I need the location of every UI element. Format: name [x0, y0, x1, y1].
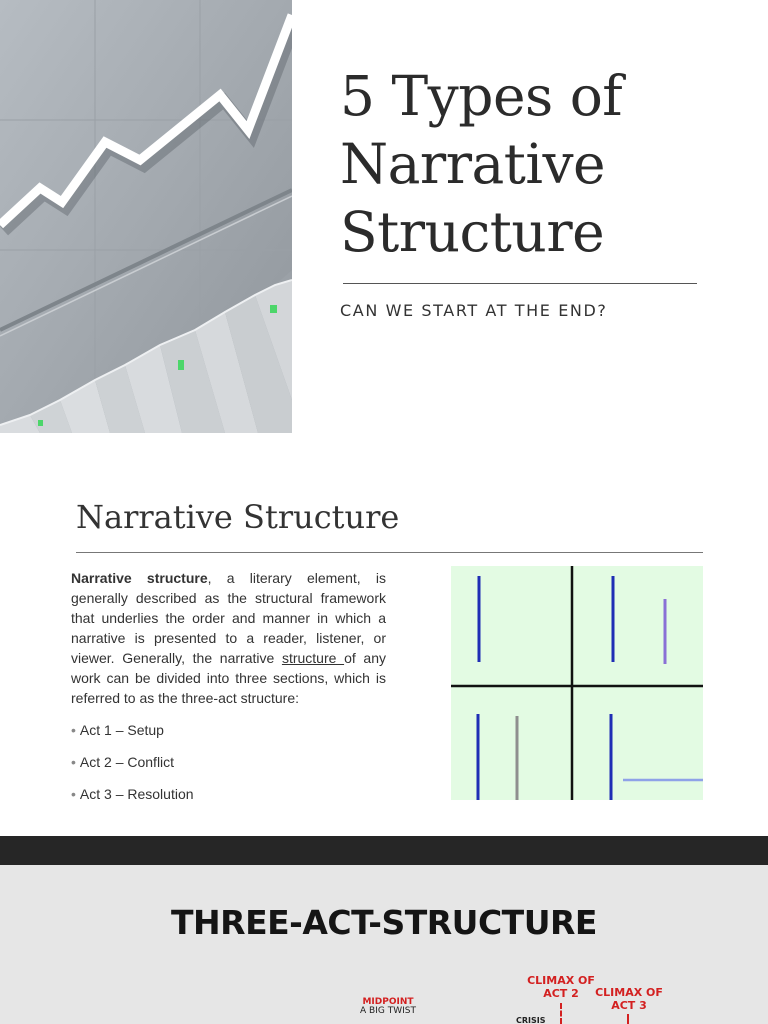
heading-divider: [76, 552, 703, 553]
list-item: [71, 752, 194, 784]
line-grid-figure: [451, 566, 703, 800]
climax-act2-line-1: CLIMAX OF: [527, 974, 595, 987]
title-slide: [0, 0, 768, 435]
bullet-icon: •: [71, 786, 76, 802]
main-title: [340, 62, 760, 266]
three-act-title: THREE-ACT-STRUCTURE: [171, 903, 597, 942]
main-title-line-2: Narrative: [340, 132, 606, 196]
midpoint-label: MIDPOINT: [362, 997, 414, 1007]
slide-separator-band: [0, 836, 768, 865]
subtitle: CAN WE START AT THE END?: [340, 301, 608, 320]
climax-act3-label: [588, 986, 670, 1012]
bullet-icon: •: [71, 754, 76, 770]
main-title-line-1: 5 Types of: [340, 64, 623, 128]
act-2-label: Act 2 – Conflict: [79, 754, 175, 770]
climax-act2-line-2: ACT 2: [543, 987, 579, 1000]
act-1-label: Act 1 – Setup: [79, 722, 164, 738]
crisis-label: CRISIS: [516, 1016, 546, 1024]
definition-text-1: , a literary element, is generally described as the structural framework that underlies the order and manner in which a narrative is presented to a reader, listener, or viewer. Generally, the narrative: [71, 570, 386, 666]
three-act-structure-slide: [0, 865, 768, 1024]
acts-list: [71, 720, 194, 816]
title-divider: [343, 283, 697, 284]
climax-act3-marker: [627, 1014, 629, 1024]
narrative-structure-slide: [0, 470, 768, 810]
bullet-icon: •: [71, 722, 76, 738]
definition-paragraph: [71, 568, 386, 708]
list-item: [71, 720, 194, 752]
main-title-block: [340, 62, 760, 266]
slide-heading: Narrative Structure: [76, 498, 400, 536]
term-bold: Narrative structure: [71, 570, 208, 586]
structure-link[interactable]: structure: [281, 650, 345, 666]
midpoint-sublabel: A BIG TWIST: [360, 1006, 416, 1016]
climax-act2-marker: [560, 1003, 562, 1024]
main-title-line-3: Structure: [340, 200, 605, 264]
definition-text-2: of any work can be divided into three sections, which is referred to as the three-act structure:: [71, 650, 386, 706]
act-3-label: Act 3 – Resolution: [79, 786, 194, 802]
climax-act3-line-2: ACT 3: [611, 999, 647, 1012]
list-item: [71, 784, 194, 816]
stairs-graph-photo: [0, 0, 292, 433]
climax-act3-line-1: CLIMAX OF: [595, 986, 663, 999]
